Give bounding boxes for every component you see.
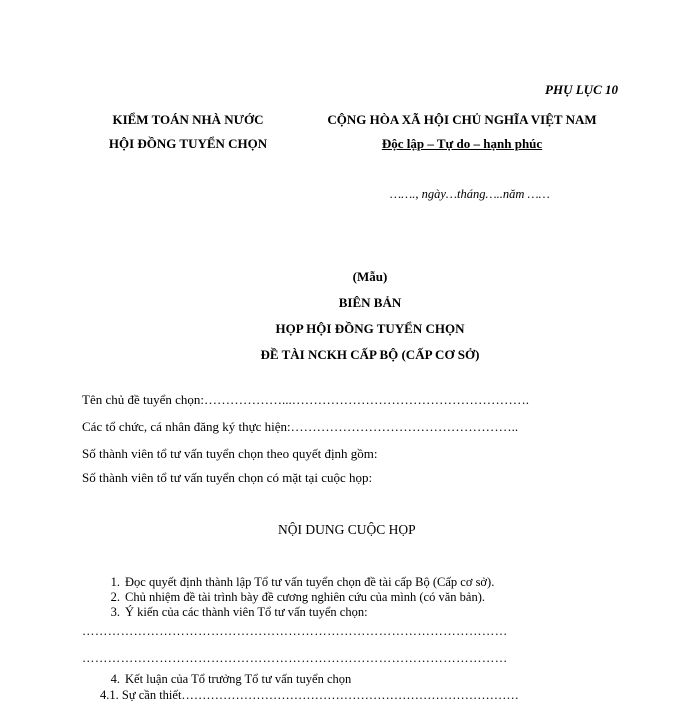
- country-name: CỘNG HÒA XÃ HỘI CHỦ NGHĨA VIỆT NAM: [327, 112, 597, 127]
- document-title: [200, 264, 540, 368]
- list-item-number: 3.: [110, 605, 120, 619]
- date-line: ……., ngày…tháng…..năm ……: [390, 187, 550, 201]
- list-item-number: 1.: [110, 575, 120, 589]
- list-item: [100, 672, 351, 687]
- title-line-1: HỌP HỘI ĐỒNG TUYỂN CHỌN: [275, 321, 465, 336]
- list-item: [100, 605, 368, 620]
- list-item-number: 2.: [110, 590, 120, 604]
- list-item-text: Ý kiến của các thành viên Tổ tư vấn tuyển chọn:: [125, 605, 368, 619]
- appendix-label: PHỤ LỤC 10: [545, 82, 618, 97]
- dotted-fill-line: ………………………………………………………………………………………: [82, 624, 508, 638]
- section-heading: NỘI DUNG CUỘC HỌP: [278, 522, 416, 537]
- council-name: HỘI ĐỒNG TUYỂN CHỌN: [108, 136, 268, 151]
- field-registrants: Các tổ chức, cá nhân đăng ký thực hiện:……………………………………………..: [82, 419, 519, 434]
- field-topic: Tên chủ đề tuyển chọn:………………...……………………………………………….: [82, 392, 530, 407]
- list-item: [100, 575, 494, 590]
- dotted-fill-line: ………………………………………………………………………………………: [82, 651, 508, 665]
- list-item-number: 4.: [110, 672, 120, 686]
- list-item: [100, 590, 485, 605]
- title-line-2: ĐỀ TÀI NCKH CẤP BỘ (CẤP CƠ SỞ): [260, 347, 480, 362]
- field-member-count: Số thành viên tổ tư vấn tuyển chọn theo quyết định gồm:: [82, 446, 378, 461]
- national-heading: [312, 108, 612, 156]
- list-item-text: Chủ nhiệm đề tài trình bày đề cương nghiên cứu của mình (có văn bản).: [125, 590, 485, 604]
- issuing-organization: [98, 108, 278, 156]
- national-motto: Độc lập – Tự do – hạnh phúc: [381, 136, 543, 151]
- org-name: KIỂM TOÁN NHÀ NƯỚC: [112, 112, 264, 127]
- sub-item: 4.1. Sự cần thiết………………………………………………………………………: [100, 688, 519, 702]
- list-item-text: Đọc quyết định thành lập Tổ tư vấn tuyển chọn đề tài cấp Bộ (Cấp cơ sở).: [125, 575, 495, 589]
- document-type: BIÊN BẢN: [338, 295, 402, 310]
- list-item-text: Kết luận của Tổ trưởng Tổ tư vấn tuyển chọn: [125, 672, 352, 686]
- template-label: (Mẫu): [352, 269, 388, 284]
- field-members-present: Số thành viên tổ tư vấn tuyển chọn có mặt tại cuộc họp:: [82, 470, 373, 485]
